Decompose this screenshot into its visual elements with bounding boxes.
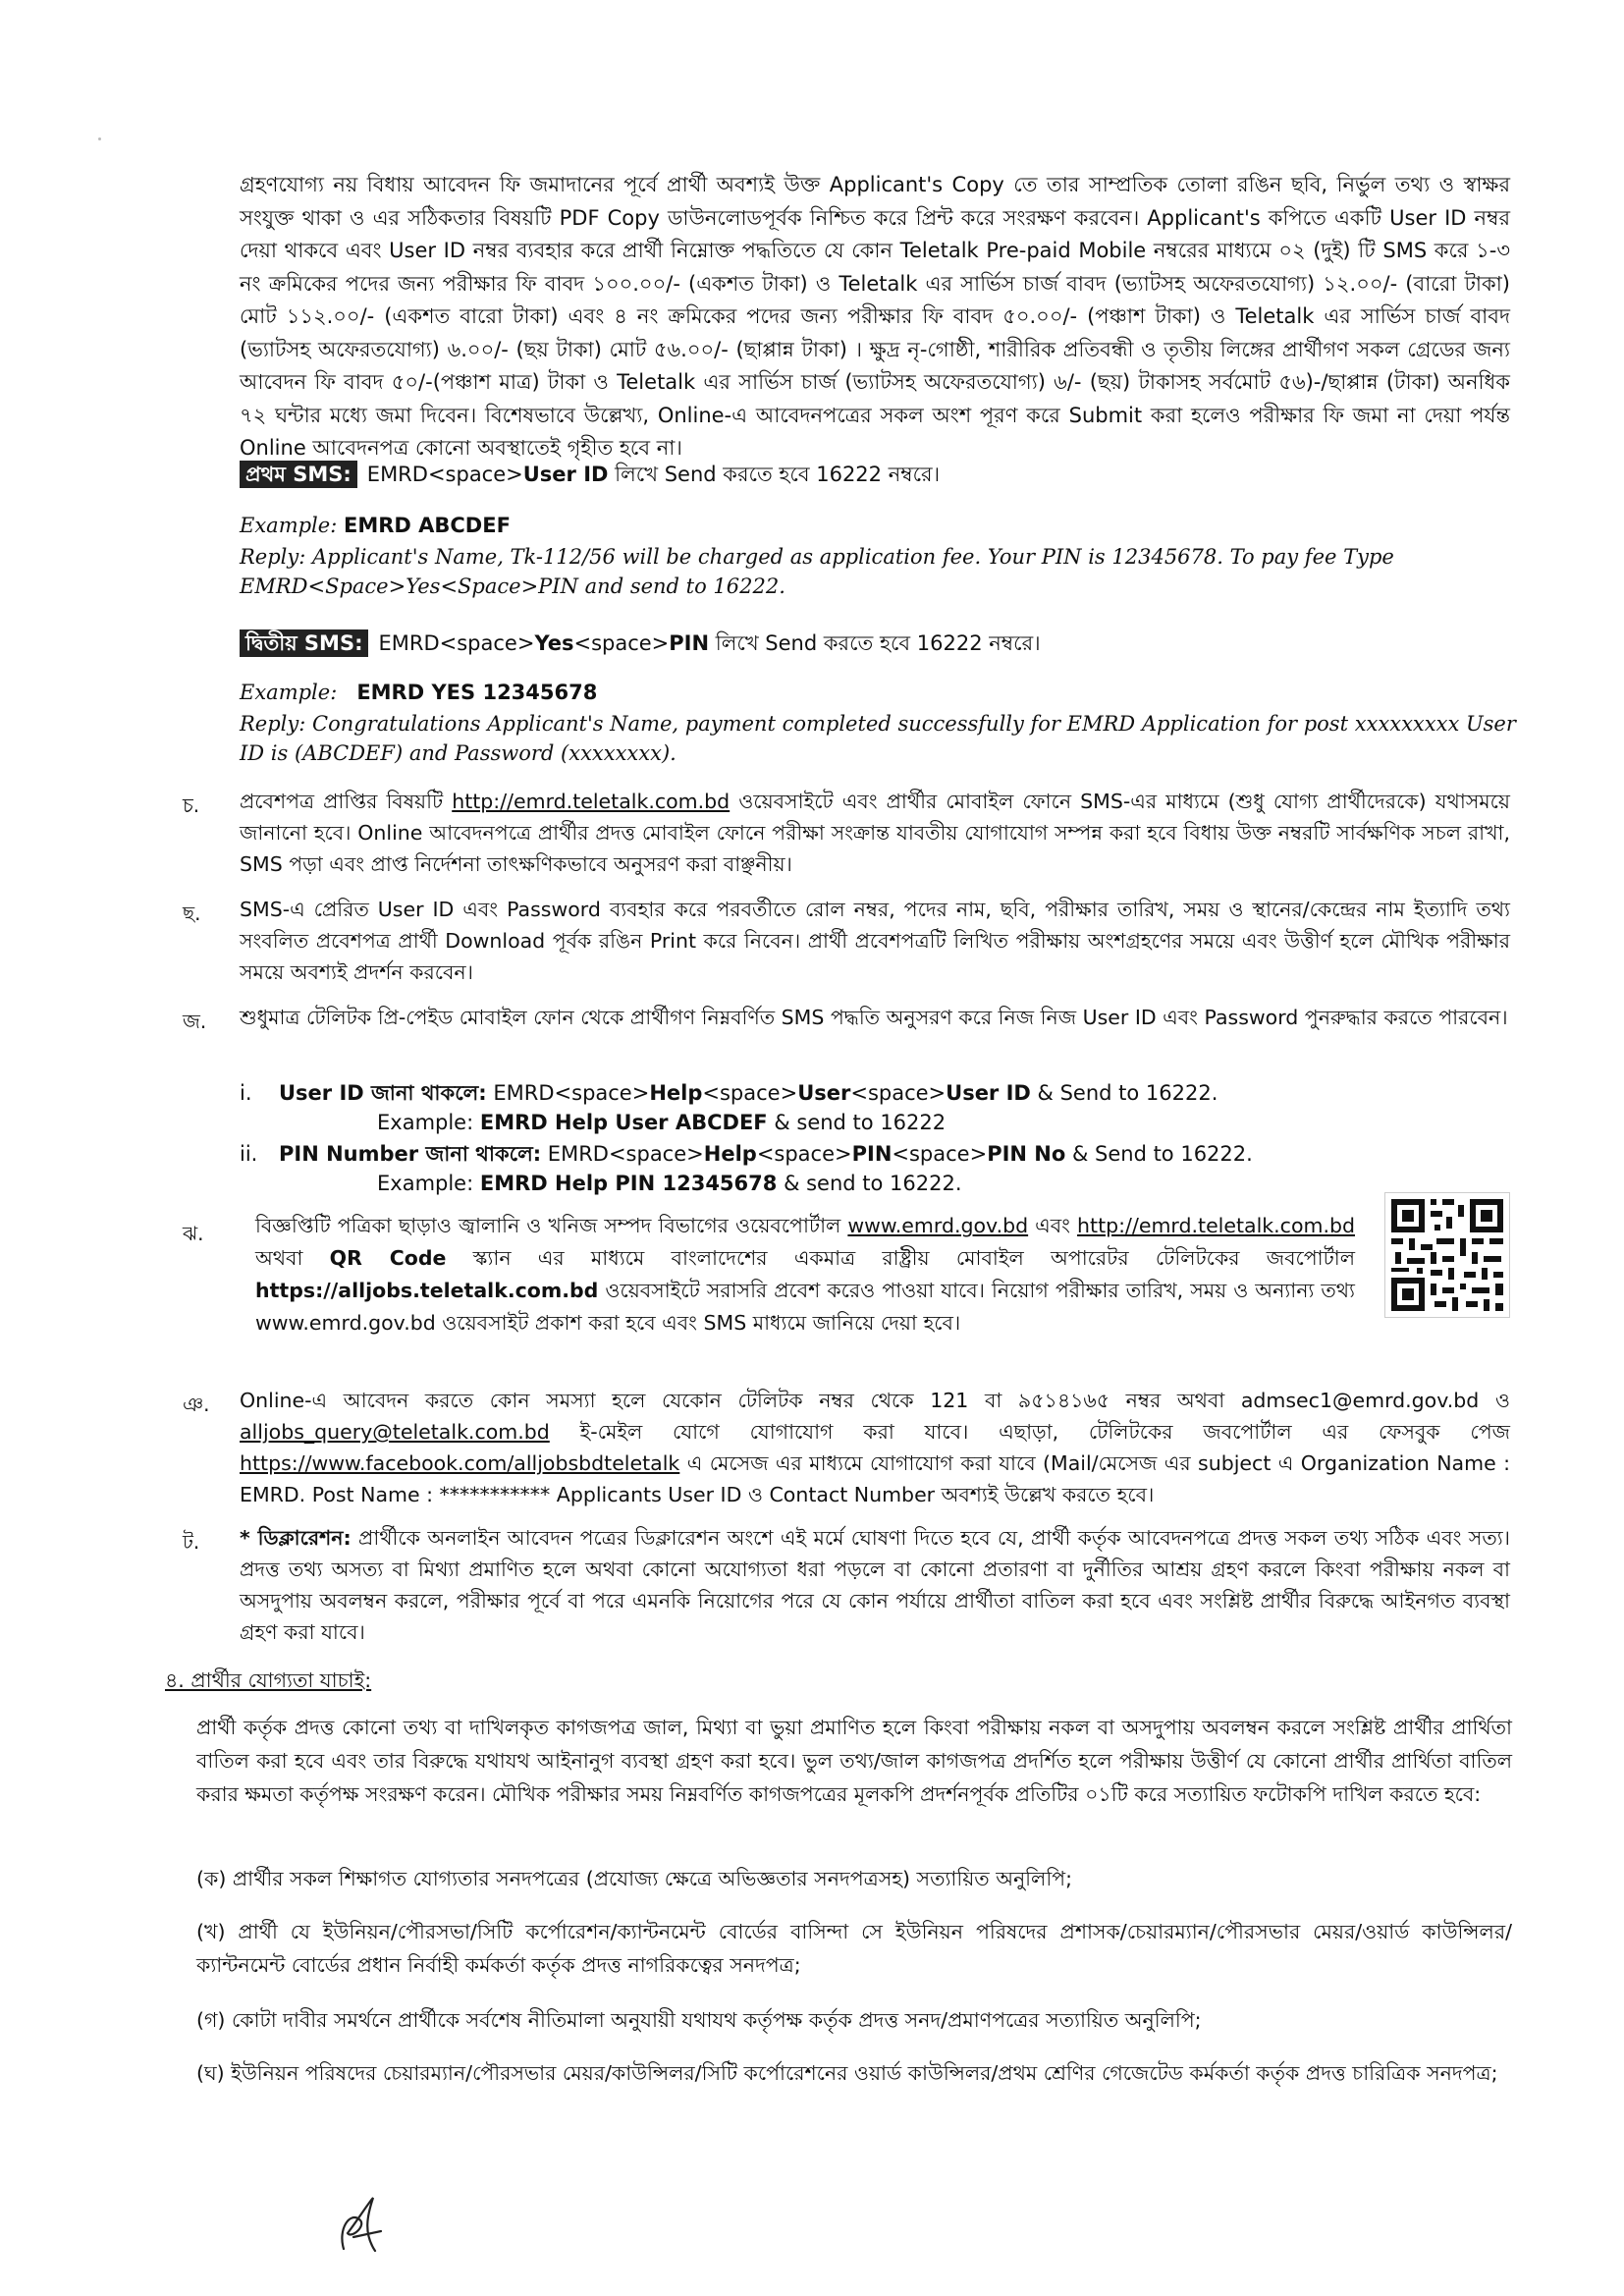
sub-ii-b3: PIN No (987, 1142, 1066, 1166)
sub-ii-b1: Help (703, 1142, 757, 1166)
item-nya (240, 1385, 1510, 1510)
sub-i-ex-value: EMRD Help User ABCDEF (479, 1111, 768, 1134)
sub-i-b2: User (797, 1081, 851, 1105)
declaration-text: প্রার্থীকে অনলাইন আবেদন পত্রের ডিক্লারেশন অংশে এই মর্মে ঘোষণা দিতে হবে যে, প্রার্থী কর্তৃক আবেদনপত্রে প্রদত্ত সকল তথ্য সঠিক এবং সত্য। প্রদত্ত তথ্য অসত্য বা মিথ্যা প্রমাণিত হলে অথবা কোনো অযোগ্যতা ধরা পড়লে বা কোনো প্রতারণা বা দুর্নীতির আশ্রয় গ্রহণ করলে কিংবা পরীক্ষায় নকল বা অসদুপায় অবলম্বন করলে, পরীক্ষার পূর্বে বা পরে এমনকি নিয়োগের পরে যে কোন পর্যায়ে প্রার্থীতা বাতিল করা হবে এবং সংশ্লিষ্ট প্রার্থীর বিরুদ্ধে আইনগত ব্যবস্থা গ্রহণ করা যাবে। (240, 1526, 1510, 1644)
list-item: (খ) প্রার্থী যে ইউনিয়ন/পৌরসভা/সিটি কর্পোরেশন/ক্যান্টনমেন্ট বোর্ডের বাসিন্দা সে ইউনিয়ন পরিষদের প্রশাসক/চেয়ারম্যান/পৌরসভার মেয়র/ওয়ার্ড কাউন্সিলর/ক্যান্টনমেন্ট বোর্ডের প্রধান নির্বাহী কর্মকর্তা কর্তৃক প্রদত্ত নাগরিকত্বের সনদপত্র; (196, 1920, 1512, 1977)
sub-i-pre: EMRD<space> (486, 1081, 650, 1105)
sub-i-b1: Help (649, 1081, 703, 1105)
sub-i-m1: <space> (702, 1081, 798, 1105)
sms1-tag: প্রথম SMS: (240, 461, 357, 488)
sms1-reply: Reply: Applicant's Name, Tk-112/56 will be charged as application fee. Your PIN is 12345678. To pay fee Type EMRD<Space>Yes<Space>PIN and send to 16222. (240, 545, 1394, 598)
scan-speck (98, 137, 101, 140)
sub-ii-post: & Send to 16222. (1065, 1142, 1253, 1166)
sub-ii-example (240, 1169, 1253, 1198)
list-item: (গ) কোটা দাবীর সমর্থনে প্রার্থীকে সর্বশেষ নীতিমালা অনুযায়ী যথাযথ কর্তৃপক্ষ কর্তৃক প্রদত্ত সনদ/প্রমাণপত্রের সত্যায়িত অনুলিপি; (196, 2008, 1202, 2032)
recovery-pin (240, 1139, 1253, 1198)
item-cha (240, 786, 1510, 880)
teletalk-link[interactable]: http://emrd.teletalk.com.bd (1077, 1214, 1355, 1237)
sms2-bold1: Yes (534, 631, 574, 655)
item-jha-p4: স্ক্যান এর মাধ্যমে বাংলাদেশের একমাত্র রাষ্ট্রীয় মোবাইল অপারেটর টেলিটকের জবপোর্টাল (446, 1246, 1355, 1270)
item-nya-p2: ই-মেইল যোগে যোগাযোগ করা যাবে। এছাড়া, টেলিটকের জবপোর্টাল এর ফেসবুক পেজ (549, 1420, 1510, 1444)
item-ja-number: জ. (183, 1010, 207, 1033)
sms2-tag: দ্বিতীয় SMS: (240, 629, 368, 657)
sms2-reply: Reply: Congratulations Applicant's Name, payment completed successfully for EMRD Application for post xxxxxxxxx User ID is (ABCDEF) and Password (xxxxxxxx). (240, 712, 1516, 765)
sub-i-b3: User ID (946, 1081, 1031, 1105)
item-cha-number: চ. (183, 793, 200, 817)
sms2-example-value: EMRD YES 12345678 (356, 681, 598, 704)
alljobs-query-email[interactable]: alljobs_query@teletalk.com.bd (240, 1420, 550, 1444)
item-jha-p1: বিজ্ঞপ্তিটি পত্রিকা ছাড়াও জ্বালানি ও খনিজ সম্পদ বিভাগের ওয়েবপোর্টাল (255, 1214, 848, 1237)
sms1-example-value: EMRD ABCDEF (343, 514, 511, 537)
sub-ii-bold: PIN Number জানা থাকলে: (279, 1142, 542, 1166)
sub-i-post: & Send to 16222. (1030, 1081, 1218, 1105)
qr-code-graphic (1385, 1193, 1509, 1317)
section-4-heading (165, 1666, 371, 1695)
sms2-post: লিখে Send করতে হবে 16222 নম্বরে। (709, 631, 1041, 655)
signature (330, 2190, 389, 2259)
item-ta-number: ট. (183, 1530, 200, 1554)
item-jha-p5: ওয়েবসাইটে সরাসরি প্রবেশ করেও পাওয়া যাবে। নিয়োগ পরীক্ষার তারিখ, সময় ও অন্যান্য তথ্য www.emrd.gov.bd ওয়েবসাইট প্রকাশ করা হবে এবং SMS মাধ্যমে জানিয়ে দেয়া হবে। (255, 1279, 1355, 1335)
item-chha: SMS-এ প্রেরিত User ID এবং Password ব্যবহার করে পরবর্তীতে রোল নম্বর, পদের নাম, ছবি, পরীক্ষার তারিখ, সময় ও স্থানের/কেন্দ্রের নাম ইত্যাদি তথ্য সংবলিত প্রবেশপত্র প্রার্থী Download পূর্বক রঙিন Print করে নিবেন। প্রার্থী প্রবেশপত্রটি লিখিত পরীক্ষায় অংশগ্রহণের সময়ে এবং উত্তীর্ণ হলে মৌখিক পরীক্ষার সময়ে অবশ্যই প্রদর্শন করবেন। (240, 898, 1510, 984)
declaration-label: * ডিক্লারেশন: (240, 1526, 352, 1550)
item-jha-number: ঝ. (183, 1222, 204, 1245)
sub-i-ex-label: Example: (377, 1111, 474, 1134)
sub-ii-b2: PIN (851, 1142, 893, 1166)
sms1-bold: User ID (522, 463, 609, 486)
item-ta (240, 1522, 1510, 1648)
recovery-user-id (240, 1078, 1218, 1137)
qr-code-text: QR Code (329, 1246, 447, 1270)
alljobs-link[interactable]: https://alljobs.teletalk.com.bd (255, 1279, 599, 1302)
sub-i-example (240, 1108, 1218, 1137)
sub-ii-label: ii. (240, 1142, 258, 1166)
item-jha (255, 1210, 1355, 1339)
facebook-link[interactable]: https://www.facebook.com/alljobsbdteletalk (240, 1451, 680, 1475)
item-chha-number: ছ. (183, 902, 201, 925)
sms2-mid: <space> (573, 631, 670, 655)
sub-ii-ex-post: & send to 16222. (777, 1172, 962, 1195)
sub-ii-m1: <space> (756, 1142, 852, 1166)
item-cha-pre: প্রবেশপত্র প্রাপ্তির বিষয়টি (240, 790, 453, 813)
sub-ii-m2: <space> (892, 1142, 988, 1166)
sms1-pre: EMRD<space> (366, 463, 523, 486)
sub-i-ex-post: & send to 16222 (767, 1111, 947, 1134)
sms1-example (240, 511, 511, 540)
qr-code-image[interactable] (1384, 1192, 1510, 1318)
item-ja: শুধুমাত্র টেলিটক প্রি-পেইড মোবাইল ফোন থেকে প্রার্থীগণ নিম্নবর্ণিত SMS পদ্ধতি অনুসরণ করে নিজ নিজ User ID এবং Password পুনরুদ্ধার করতে পারবেন। (240, 1006, 1508, 1029)
item-nya-number: ঞ. (183, 1393, 210, 1416)
item-jha-p3: অথবা (255, 1246, 330, 1270)
sub-i-m2: <space> (850, 1081, 947, 1105)
sms2-bold2: PIN (669, 631, 710, 655)
sms1-instruction (240, 460, 940, 489)
sms1-post: লিখে Send করতে হবে 16222 নম্বরে। (608, 463, 941, 486)
item-cha-post: ওয়েবসাইটে এবং প্রার্থীর মোবাইল ফোনে SMS-এর মাধ্যমে (শুধু যোগ্য প্রার্থীদেরকে) যথাসময়ে জানানো হবে। Online আবেদনপত্রে প্রার্থীর প্রদত্ত মোবাইল ফোনে পরীক্ষা সংক্রান্ত যাবতীয় যোগাযোগ সম্পন্ন করা হবে বিধায় উক্ত নম্বরটি সার্বক্ষণিক সচল রাখা, SMS পড়া এবং প্রাপ্ত নির্দেশনা তাৎক্ষণিকভাবে অনুসরণ করা বাঞ্ছনীয়। (240, 790, 1510, 876)
sub-ii-ex-label: Example: (377, 1172, 474, 1195)
item-jha-p2: এবং (1028, 1214, 1078, 1237)
sms2-pre: EMRD<space> (378, 631, 535, 655)
emrd-gov-link[interactable]: www.emrd.gov.bd (847, 1214, 1029, 1237)
emrd-teletalk-link[interactable]: http://emrd.teletalk.com.bd (452, 790, 731, 813)
sub-i-label: i. (240, 1081, 252, 1105)
item-nya-p1: Online-এ আবেদন করতে কোন সমস্যা হলে যেকোন টেলিটক নম্বর থেকে 121 বা ৯৫১৪১৬৫ নম্বর অথবা admsec1@emrd.gov.bd ও (240, 1389, 1510, 1412)
section-4-body: প্রার্থী কর্তৃক প্রদত্ত কোনো তথ্য বা দাখিলকৃত কাগজপত্র জাল, মিথ্যা বা ভুয়া প্রমাণিত হলে কিংবা পরীক্ষায় নকল বা অসদুপায় অবলম্বন করলে সংশ্লিষ্ট প্রার্থীর প্রার্থিতা বাতিল করা হবে এবং তার বিরুদ্ধে যথাযথ আইনানুগ ব্যবস্থা গ্রহণ করা হবে। ভুল তথ্য/জাল কাগজপত্র প্রদর্শিত হলে পরীক্ষায় উত্তীর্ণ যে কোনো প্রার্থীর প্রার্থিতা বাতিল করার ক্ষমতা কর্তৃপক্ষ সংরক্ষণ করেন। মৌখিক পরীক্ষার সময় নিম্নবর্ণিত কাগজপত্রের মূলকপি প্রদর্শনপূর্বক প্রতিটির ০১টি করে সত্যায়িত ফটোকপি দাখিল করতে হবে: (196, 1716, 1512, 1806)
sms2-instruction (240, 629, 1041, 658)
sms2-example (240, 678, 597, 707)
sms1-example-label: Example: (240, 514, 338, 537)
list-item: (ক) প্রার্থীর সকল শিক্ষাগত যোগ্যতার সনদপত্রের (প্রযোজ্য ক্ষেত্রে অভিজ্ঞতার সনদপত্রসহ) সত্যায়িত অনুলিপি; (196, 1867, 1073, 1890)
intro-paragraph: গ্রহণযোগ্য নয় বিধায় আবেদন ফি জমাদানের পূর্বে প্রার্থী অবশ্যই উক্ত Applicant's Copy তে তার সাম্প্রতিক তোলা রঙিন ছবি, নির্ভুল তথ্য ও স্বাক্ষর সংযুক্ত থাকা ও এর সঠিকতার বিষয়টি PDF Copy ডাউনলোডপূর্বক নিশ্চিত করে প্রিন্ট করে সংরক্ষণ করবেন। Applicant's কপিতে একটি User ID নম্বর দেয়া থাকবে এবং User ID নম্বর ব্যবহার করে প্রার্থী নিম্নোক্ত পদ্ধতিতে যে কোন Teletalk Pre-paid Mobile নম্বরের মাধ্যমে ০২ (দুই) টি SMS করে ১-৩ নং ক্রমিকের পদের জন্য পরীক্ষার ফি বাবদ ১০০.০০/- (একশত টাকা) ও Teletalk এর সার্ভিস চার্জ বাবদ (ভ্যাটসহ অফেরতযোগ্য) ১২.০০/- (বারো টাকা) মোট ১১২.০০/- (একশত বারো টাকা) এবং ৪ নং ক্রমিকের পদের জন্য পরীক্ষার ফি বাবদ ৫০.০০/- (পঞ্চাশ টাকা) ও Teletalk এর সার্ভিস চার্জ বাবদ (ভ্যাটসহ অফেরতযোগ্য) ৬.০০/- (ছয় টাকা) মোট ৫৬.০০/- (ছাপ্পান্ন টাকা) । ক্ষুদ্র নৃ-গোষ্ঠী, শারীরিক প্রতিবন্ধী ও তৃতীয় লিঙ্গের প্রার্থীগণ সকল গ্রেডের জন্য আবেদন ফি বাবদ ৫০/-(পঞ্চাশ মাত্র) টাকা ও Teletalk এর সার্ভিস চার্জ (ভ্যাটসহ অফেরতযোগ্য) ৬/- (ছয়) টাকাসহ সর্বমোট ৫৬)-/ছাপ্পান্ন (টাকা) অনধিক ৭২ ঘন্টার মধ্যে জমা দিবেন। বিশেষভাবে উল্লেখ্য, Online-এ আবেদনপত্রের সকল অংশ পূরণ করে Submit করা হলেও পরীক্ষার ফি জমা না দেয়া পর্যন্ত Online আবেদনপত্র কোনো অবস্থাতেই গৃহীত হবে না। (240, 173, 1510, 460)
sub-ii-ex-value: EMRD Help PIN 12345678 (479, 1172, 778, 1195)
sub-i-bold: User ID জানা থাকলে: (279, 1081, 487, 1105)
sms2-example-label: Example: (240, 681, 338, 704)
list-item: (ঘ) ইউনিয়ন পরিষদের চেয়ারম্যান/পৌরসভার মেয়র/কাউন্সিলর/সিটি কর্পোরেশনের ওয়ার্ড কাউন্সিলর/প্রথম শ্রেণির গেজেটেড কর্মকর্তা কর্তৃক প্রদত্ত চারিত্রিক সনদপত্র; (196, 2061, 1498, 2085)
section-4-heading-text: ৪. প্রার্থীর যোগ্যতা যাচাই: (165, 1668, 372, 1692)
sub-ii-pre: EMRD<space> (541, 1142, 704, 1166)
item-nya-p3: এ মেসেজ এর মাধ্যমে যোগাযোগ করা যাবে (Mail/মেসেজ এর subject এ Organization Name : EMRD. Post Name : *********** Applicants User ID ও Contact Number অবশ্যই উল্লেখ করতে হবে। (240, 1451, 1510, 1506)
